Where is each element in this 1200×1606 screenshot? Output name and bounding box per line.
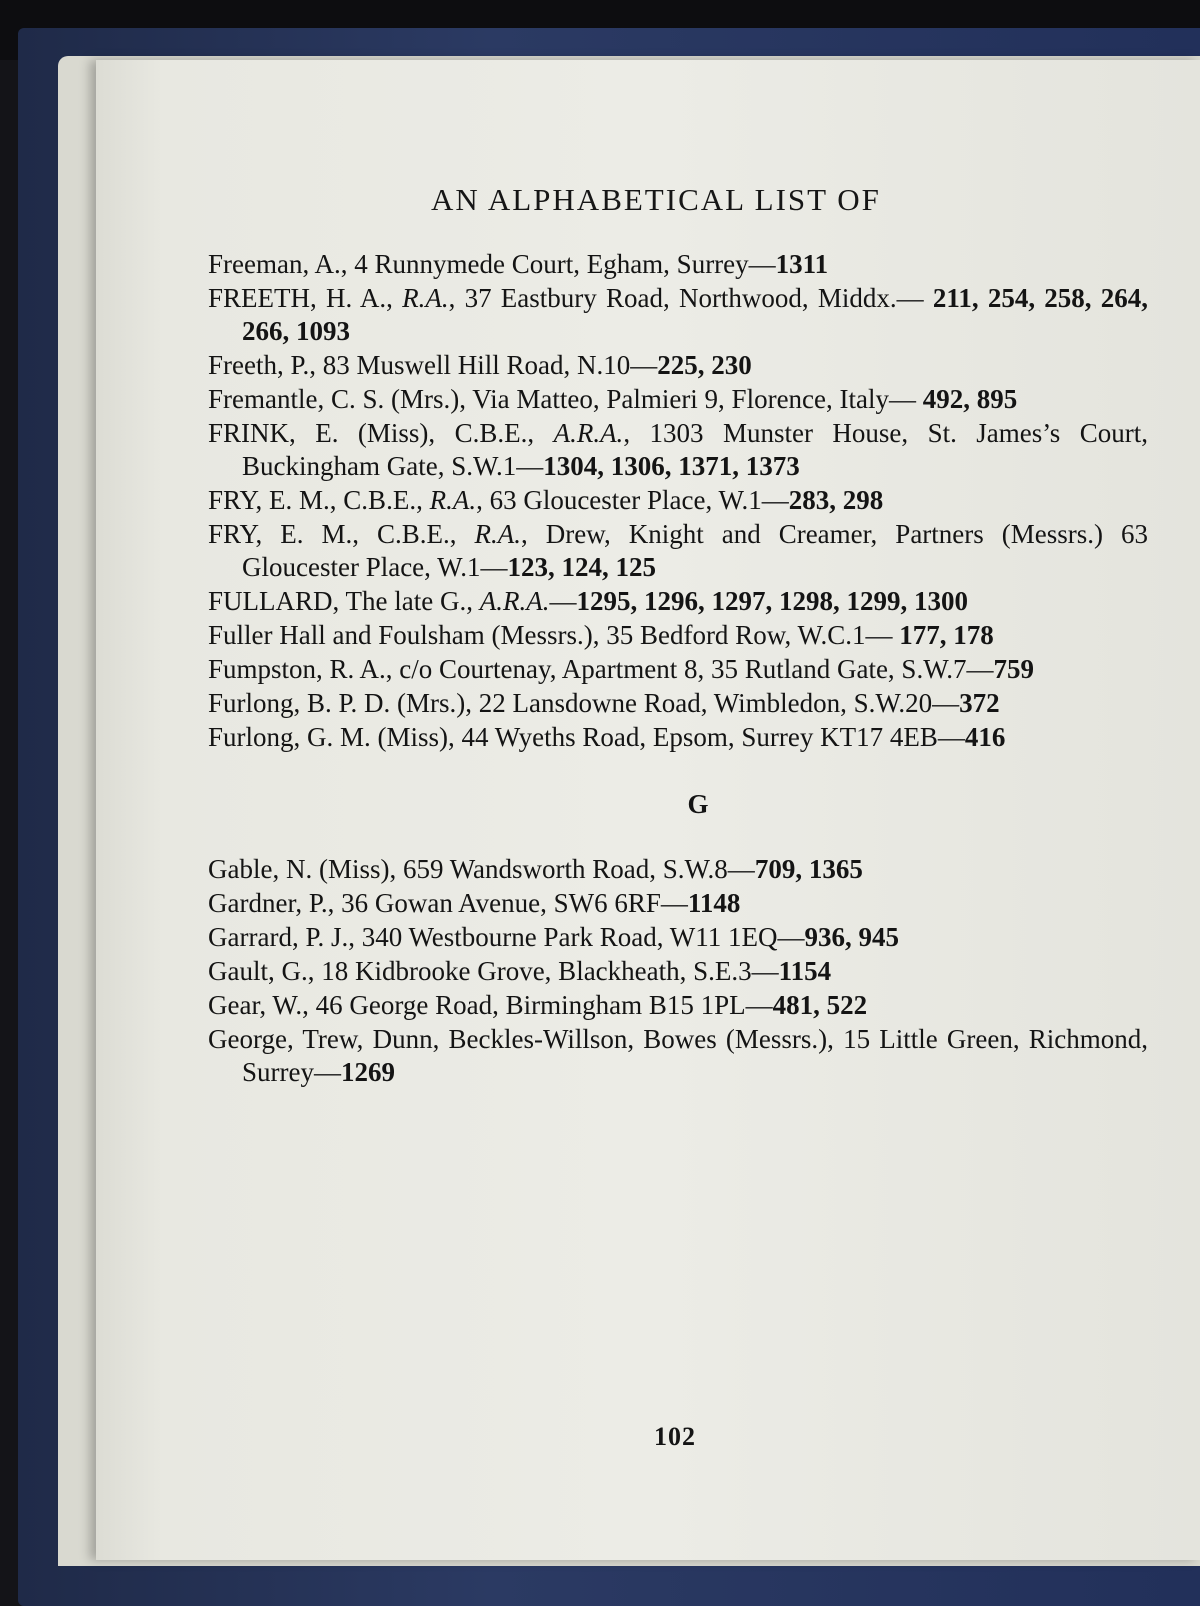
entry: Furlong, G. M. (Miss), 44 Wyeths Road, Epsom, Surrey KT17 4EB—416 bbox=[208, 722, 1006, 752]
entry: Fumpston, R. A., c/o Courtenay, Apartment 8, 35 Rutland Gate, S.W.7—759 bbox=[208, 654, 1034, 684]
entry: FULLARD, The late G., A.R.A.—1295, 1296, 1297, 1298, 1299, 1300 bbox=[208, 586, 968, 616]
entry: FRINK, E. (Miss), C.B.E., A.R.A., 1303 Munster House, St. James’s Court, Buckingham Gate, S.W.1—1304, 1306, 1371, 1373 bbox=[208, 418, 1148, 481]
entry: Furlong, B. P. D. (Mrs.), 22 Lansdowne Road, Wimbledon, S.W.20—372 bbox=[208, 688, 1000, 718]
entry: Gault, G., 18 Kidbrooke Grove, Blackheath, S.E.3—1154 bbox=[208, 956, 832, 986]
entry: Gable, N. (Miss), 659 Wandsworth Road, S.W.8—709, 1365 bbox=[208, 854, 863, 884]
entry: Gear, W., 46 George Road, Birmingham B15 1PL—481, 522 bbox=[208, 990, 868, 1020]
entry: Fremantle, C. S. (Mrs.), Via Matteo, Palmieri 9, Florence, Italy— 492, 895 bbox=[208, 384, 1018, 414]
page-number: 102 bbox=[654, 1422, 696, 1451]
entry: George, Trew, Dunn, Beckles-Willson, Bowes (Messrs.), 15 Little Green, Richmond, Surrey—1269 bbox=[208, 1024, 1148, 1087]
entry: Freeman, A., 4 Runnymede Court, Egham, Surrey—1311 bbox=[208, 249, 829, 279]
running-head: AN ALPHABETICAL LIST OF bbox=[431, 182, 881, 217]
entry: Freeth, P., 83 Muswell Hill Road, N.10—225, 230 bbox=[208, 350, 752, 380]
entry: FREETH, H. A., R.A., 37 Eastbury Road, Northwood, Middx.— 211, 254, 258, 264, 266, 1093 bbox=[208, 283, 1149, 346]
entry-list bbox=[208, 248, 1148, 1090]
entry: Gardner, P., 36 Gowan Avenue, SW6 6RF—1148 bbox=[208, 888, 741, 918]
entry: FRY, E. M., C.B.E., R.A., Drew, Knight and Creamer, Partners (Messrs.) 63 Gloucester Place, W.1—123, 124, 125 bbox=[208, 519, 1148, 582]
entry: FRY, E. M., C.B.E., R.A., 63 Gloucester Place, W.1—283, 298 bbox=[208, 485, 884, 515]
entry: Garrard, P. J., 340 Westbourne Park Road, W11 1EQ—936, 945 bbox=[208, 922, 899, 952]
entry: Fuller Hall and Foulsham (Messrs.), 35 Bedford Row, W.C.1— 177, 178 bbox=[208, 620, 994, 650]
section-letter: G bbox=[687, 789, 709, 819]
